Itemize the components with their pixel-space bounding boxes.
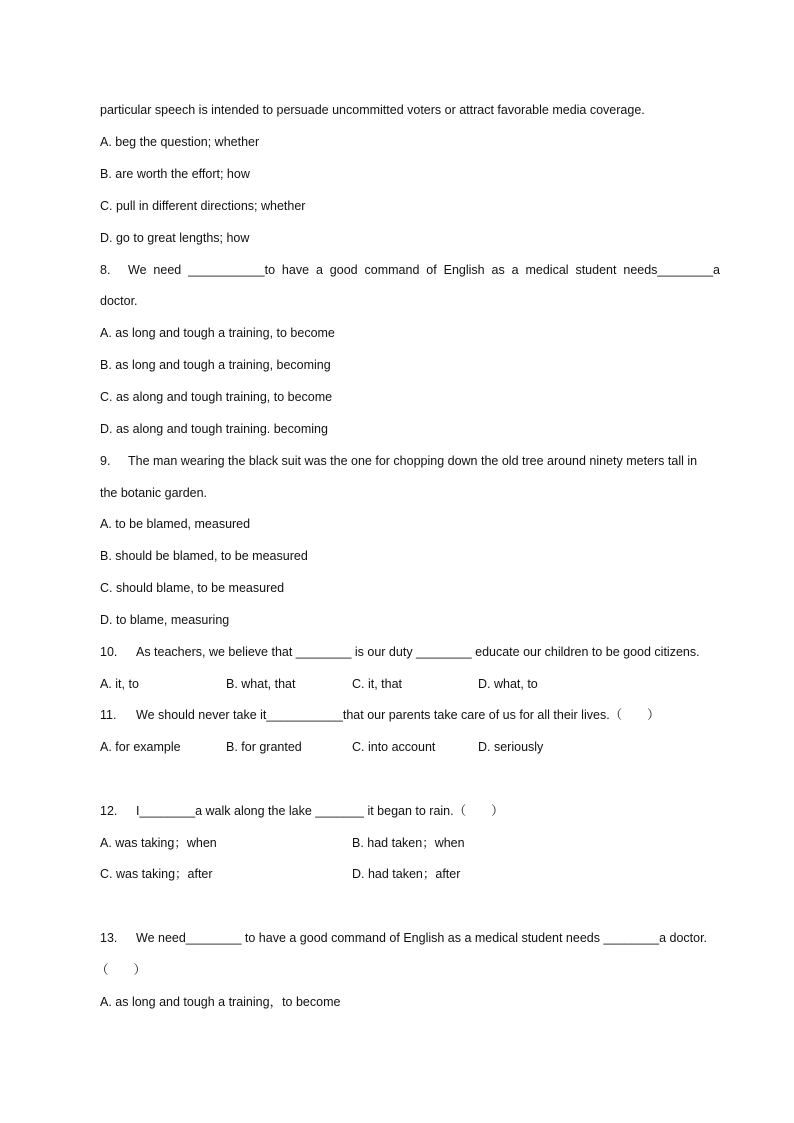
question-number: 11. [100,708,117,722]
q10-option-b: B. what, that [226,677,296,691]
q12-option-b: B. had taken；when [352,836,465,850]
q8-option-b: B. as long and tough a training, becoming [100,358,331,372]
question-8-line2: doctor. [100,294,138,308]
question-8-line1 [100,262,722,278]
q12-option-c: C. was taking；after [100,867,213,881]
question-number: 10. [100,645,118,659]
q7-option-b: B. are worth the effort; how [100,167,250,181]
question-12 [100,803,722,819]
q9-option-c: C. should blame, to be measured [100,581,285,595]
q10-option-c: C. it, that [352,677,403,691]
question-12-text: I________a walk along the lake _______ it began to rain.（ ） [136,804,504,818]
q11-option-c: C. into account [352,740,436,754]
question-number: 8. [100,263,111,277]
q12-option-d: D. had taken；after [352,867,461,881]
question-10 [100,644,722,660]
q9-option-a: A. to be blamed, measured [100,517,251,531]
question-13-text: We need________ to have a good command of English as a medical student needs ________a doctor. [136,931,708,945]
question-8-text: We need ___________to have a good command of English as a medical student needs________a [128,263,720,277]
question-number: 9. [100,454,111,468]
question-10-text: As teachers, we believe that ________ is our duty ________ educate our children to be good citizens. [136,645,700,659]
q11-option-d: D. seriously [478,740,544,754]
question-13 [100,930,722,946]
q7-option-a: A. beg the question; whether [100,135,260,149]
q8-option-d: D. as along and tough training. becoming [100,422,328,436]
q11-option-a: A. for example [100,740,181,754]
question-11 [100,707,722,723]
question-9-line1 [100,453,722,469]
q8-option-a: A. as long and tough a training, to become [100,326,335,340]
question-number: 13. [100,931,118,945]
q11-option-b: B. for granted [226,740,302,754]
q10-option-d: D. what, to [478,677,538,691]
q8-option-c: C. as along and tough training, to become [100,390,333,404]
question-13-answer-paren: （ ） [96,963,147,977]
q7-option-c: C. pull in different directions; whether [100,199,306,213]
question-9-line2: the botanic garden. [100,486,208,500]
question-9-text: The man wearing the black suit was the one for chopping down the old tree around ninety meters tall in [128,454,698,468]
question-7-continuation: particular speech is intended to persuade uncommitted voters or attract favorable media coverage. [100,103,645,117]
q12-option-a: A. was taking；when [100,836,217,850]
q9-option-b: B. should be blamed, to be measured [100,549,308,563]
q13-option-a: A. as long and tough a training，to become [100,995,341,1009]
q7-option-d: D. go to great lengths; how [100,231,250,245]
q10-option-a: A. it, to [100,677,139,691]
question-number: 12. [100,804,118,818]
question-11-text: We should never take it___________that our parents take care of us for all their lives.（ ） [136,708,660,722]
q9-option-d: D. to blame, measuring [100,613,230,627]
